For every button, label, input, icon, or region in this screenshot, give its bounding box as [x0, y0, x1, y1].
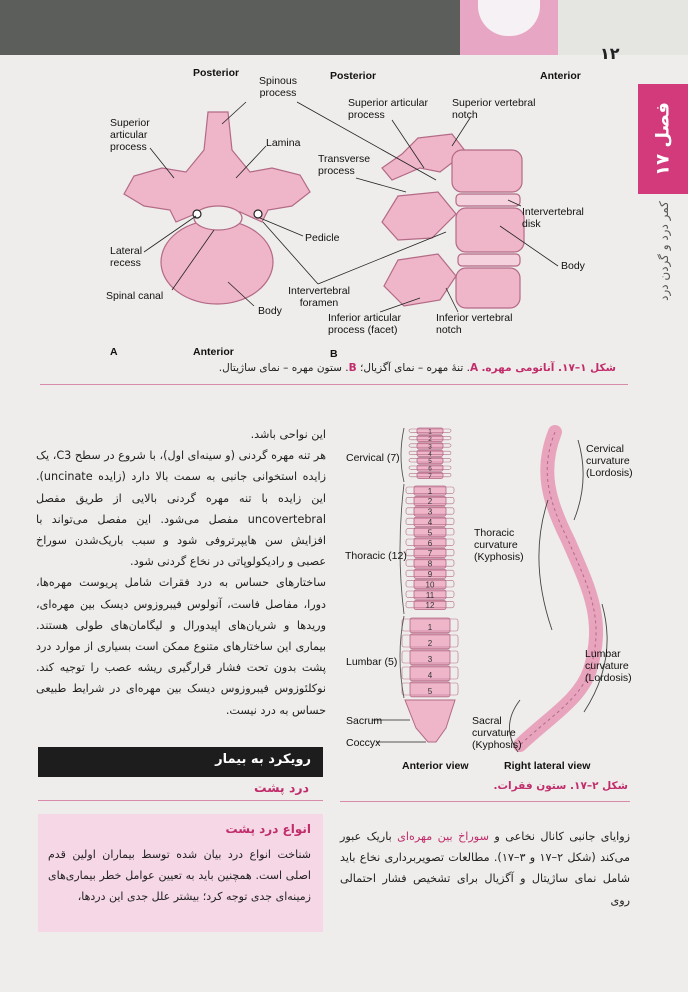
thoracic-vertebra-number: 8 — [427, 559, 433, 569]
info-box — [38, 814, 323, 932]
chapter-tab-label: فصل ۱۷ — [652, 102, 674, 176]
lumbar-vertebra-number: 4 — [427, 671, 433, 680]
thoracic-vertebra-number: 4 — [427, 518, 433, 527]
figure1-caption-a: A — [469, 362, 479, 374]
label-sacral-curvature: Sacral curvature (Kyphosis) — [472, 715, 522, 751]
thoracic-vertebra-number: 7 — [427, 549, 433, 559]
body-paragraph-0: این نواحی باشد. — [250, 428, 326, 441]
section-heading: رویکرد به بیمار — [215, 752, 311, 767]
cervical-vertebra-number: 1 — [428, 428, 432, 436]
body-paragraph-1: هر تنه مهره گردنی (و سینه‌ای اول)، با شروع در سطح C3، یک زایده استخوانی جانبی به سمت بالا دارد (زایده uncinate). این زایده با تنه مهره گردنی بالایی از طریق مفصل uncovertebral مفصل می‌شود. این مفصل می‌تواند با افزایش سن هایپرتروفی شود و سبب باریک‌شدن سوراخ عصبی و رادیکولوپاتی در نخاع گردنی شود. — [36, 449, 326, 569]
chapter-title-label: کمر درد و گردن درد — [657, 201, 671, 301]
label-anterior-b: Anterior — [540, 70, 581, 82]
cervical-vertebra-number: 3 — [428, 443, 432, 451]
bottom-right-text — [340, 826, 630, 911]
section-subheading: درد پشت — [253, 780, 309, 795]
lumbar-vertebra-number: 3 — [427, 655, 433, 664]
thoracic-vertebra-number: 2 — [427, 497, 433, 507]
lateral-spine — [520, 432, 596, 745]
label-panel-a: A — [110, 346, 118, 358]
info-box-text: شناخت انواع درد بیان شده توسط بیماران اولین قدم اصلی است. همچنین باید به تعیین عوامل خطر بیماری‌های زمینه‌ای جدی توجه کرد؛ بیشتر علل جدی این دردها، — [48, 848, 311, 903]
thoracic-vertebra-number: 11 — [425, 590, 435, 600]
section-subheading-bar — [38, 780, 323, 801]
body-paragraph-2: ساختارهای حساس به درد فقرات شامل پریوست مهره‌ها، دورا، مفاصل فاست، آنولوس فیبروزوس دیسک بین مهره‌ای، وریدها و شریان‌های اپیدورال و لیگامان‌های طولی هستند. بیماری این ساختارهای متنوع ممکن است بسیاری از موارد درد پشت بدون تحت فشار قرارگیری ریشه عصب را توجیه کند. نوکلئوزوس فیبروزوس دیسک بین مهره‌ای در شرایط طبیعی حساس به درد نیست. — [36, 576, 326, 717]
figure2-caption — [493, 780, 628, 792]
label-body-a: Body — [258, 305, 282, 317]
label-sacrum: Sacrum — [346, 715, 383, 727]
lumbar-vertebra-number: 2 — [427, 639, 433, 648]
body-text-column — [36, 424, 326, 721]
figure2-caption-rule — [340, 801, 630, 802]
anterior-spine — [402, 428, 458, 697]
label-inferior-vertebral-notch: Inferior vertebral notch — [436, 312, 513, 336]
figure1-caption-b: B — [348, 362, 357, 374]
thoracic-vertebra-number: 5 — [427, 528, 433, 538]
label-spinous-process: Spinous process — [259, 75, 297, 99]
label-lateral-recess: Lateral recess — [110, 245, 143, 269]
page-number: ۱۲ — [600, 44, 620, 63]
label-intervertebral-disk: Intervertebral disk — [522, 206, 584, 230]
thoracic-vertebra-number: 1 — [427, 486, 433, 496]
label-posterior-b: Posterior — [330, 70, 377, 82]
label-lumbar-curvature: Lumbar curvature (Lordosis) — [585, 648, 632, 684]
cervical-vertebra-number: 6 — [428, 465, 432, 473]
cervical-vertebra-number: 2 — [428, 435, 432, 443]
thoracic-vertebra-number: 3 — [427, 507, 433, 517]
label-cervical-region: Cervical (7) — [346, 452, 400, 464]
info-box-title: انواع درد پشت — [225, 822, 311, 836]
label-lumbar-region: Lumbar (5) — [346, 656, 398, 668]
cervical-vertebra-number: 5 — [428, 458, 432, 466]
cervical-vertebra-number: 4 — [428, 450, 432, 458]
thoracic-vertebra-number: 12 — [425, 601, 435, 611]
label-thoracic-curvature: Thoracic curvature (Kyphosis) — [474, 527, 524, 563]
label-superior-articular: Superior articular process — [110, 117, 150, 153]
label-posterior-a: Posterior — [193, 67, 240, 79]
cervical-vertebra-number: 7 — [428, 472, 432, 480]
lumbar-vertebra-number: 1 — [427, 623, 433, 632]
bottom-text-before: زوایای جانبی کانال نخاعی و — [494, 830, 630, 843]
thoracic-vertebra-number: 10 — [425, 580, 435, 590]
label-pedicle: Pedicle — [305, 232, 340, 244]
thoracic-vertebra-number: 9 — [427, 570, 433, 579]
label-spinal-canal: Spinal canal — [106, 290, 164, 302]
label-right-lateral-view: Right lateral view — [504, 760, 591, 772]
label-superior-articular-b: Superior articular process — [348, 97, 428, 121]
label-anterior-view: Anterior view — [402, 760, 469, 772]
label-intervertebral-foramen: Intervertebral foramen — [288, 285, 350, 309]
lumbar-vertebra-number: 5 — [427, 687, 433, 696]
figure1-caption-text1: . تنهٔ مهره – نمای آگزیال؛ — [359, 362, 470, 374]
label-lamina: Lamina — [266, 137, 301, 149]
section-heading-bar — [38, 747, 323, 777]
label-thoracic-region: Thoracic (12) — [345, 550, 407, 562]
label-superior-vertebral-notch: Superior vertebral notch — [452, 97, 536, 121]
bottom-text-highlight: سوراخ بین مهره‌ای — [397, 830, 489, 843]
label-panel-b: B — [330, 348, 338, 360]
figure1-caption-key: شکل ۱–۱۷. آناتومی مهره. — [481, 362, 616, 374]
figure2-caption-text: شکل ۲–۱۷. ستون فقرات. — [493, 780, 628, 792]
label-cervical-curvature: Cervical curvature (Lordosis) — [586, 443, 633, 479]
label-coccyx: Coccyx — [346, 737, 381, 749]
anterior-sacrum — [405, 700, 455, 742]
figure1-caption-text2: . ستون مهره – نمای ساژیتال. — [218, 362, 349, 374]
thoracic-vertebra-number: 6 — [427, 538, 433, 548]
label-body-b: Body — [561, 260, 585, 272]
label-anterior-a: Anterior — [193, 346, 234, 358]
label-transverse-process: Transverse process — [318, 153, 371, 177]
label-inferior-articular: Inferior articular process (facet) — [328, 312, 401, 336]
bottom-text-after: باریک عبور می‌کند (شکل ۲–۱۷ و ۳–۱۷). مطالعات تصویربرداری نخاع باید شامل نمای ساژیتال و آگزیال برای تشخیص فشار احتمالی روی — [340, 830, 630, 907]
